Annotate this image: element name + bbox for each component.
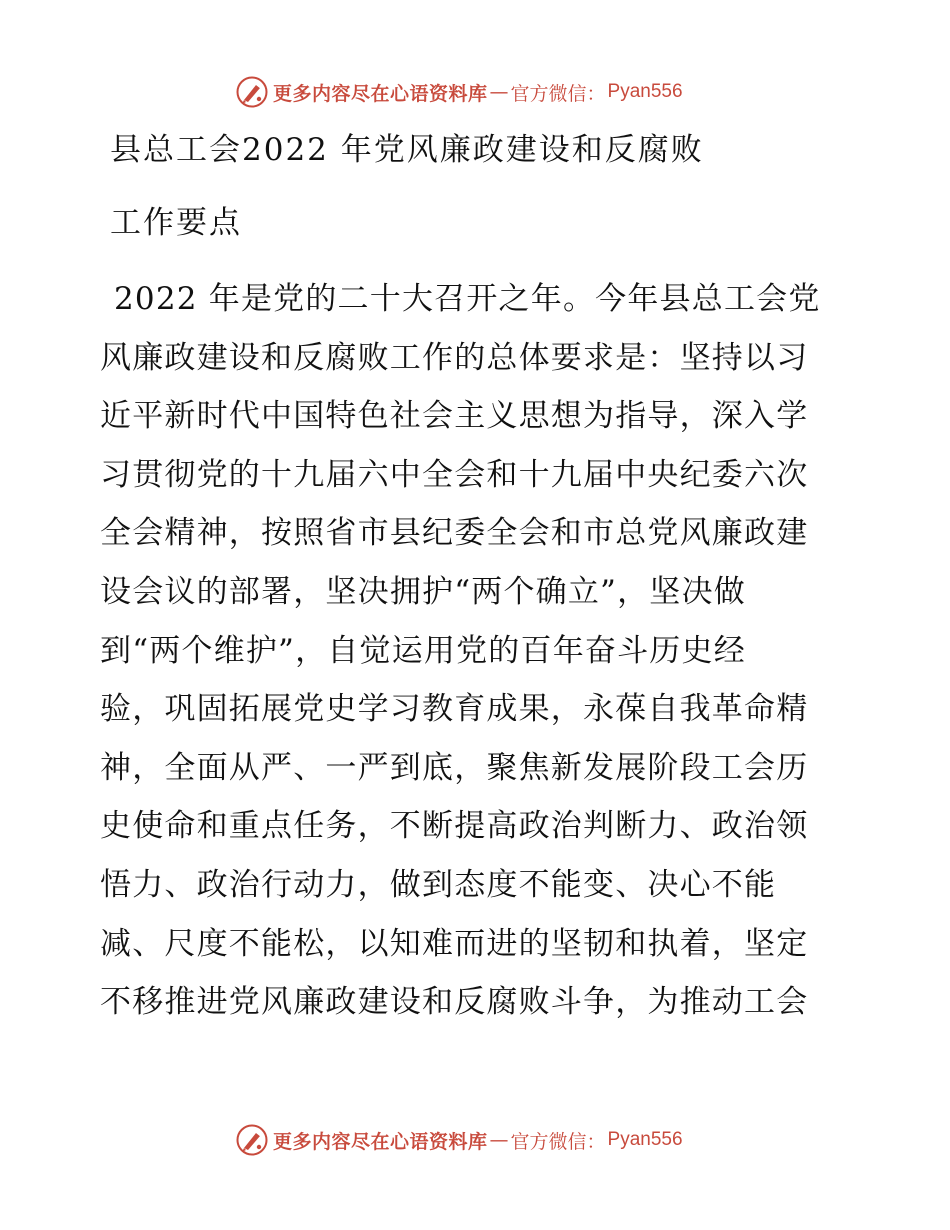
footer-watermark [235,1120,683,1160]
watermark-sub-text: 官方微信： [510,82,606,105]
body-line: 近平新时代中国特色社会主义思想为指导，深入学 [100,398,809,435]
body-line: 全会精神，按照省市县纪委全会和市总党风廉政建 [100,515,809,552]
body-line: 神，全面从严、一严到底，聚焦新发展阶段工会历 [100,749,809,786]
body-paragraph [100,270,860,1032]
body-line: 悟力、政治行动力，做到态度不能变、决心不能 [100,866,777,903]
document-title-line-2: 工作要点 [110,205,242,241]
body-line: 习贯彻党的十九届六中全会和十九届中央纪委六次 [100,456,809,493]
document-title-line-1: 县总工会2022 年党风廉政建设和反腐败 [110,132,704,168]
watermark-main-text: 更多内容尽在心语资料库 [273,1130,488,1153]
body-line: 2022 年是党的二十大召开之年。今年县总工会党 [114,281,821,317]
watermark-main-text: 更多内容尽在心语资料库 [273,82,488,105]
watermark-sub-text: 官方微信： [510,1130,606,1153]
header-watermark [235,72,683,112]
watermark-id: Pyan556 [607,81,683,102]
watermark-dash: — [489,81,509,103]
body-line: 减、尺度不能松，以知难而进的坚韧和执着，坚定 [100,925,809,962]
body-line: 不移推进党风廉政建设和反腐败斗争，为推动工会 [100,984,809,1021]
body-line: 风廉政建设和反腐败工作的总体要求是：坚持以习 [100,339,809,376]
body-line: 验，巩固拓展党史学习教育成果，永葆自我革命精 [100,691,809,728]
body-line: 设会议的部署，坚决拥护“两个确立”，坚决做 [100,573,746,610]
watermark-dash: — [489,1129,509,1151]
pen-logo-icon [235,75,269,109]
watermark-id: Pyan556 [607,1129,683,1150]
body-line: 到“两个维护”，自觉运用党的百年奋斗历史经 [100,632,746,669]
body-line: 史使命和重点任务，不断提高政治判断力、政治领 [100,808,809,845]
pen-logo-icon [235,1123,269,1157]
